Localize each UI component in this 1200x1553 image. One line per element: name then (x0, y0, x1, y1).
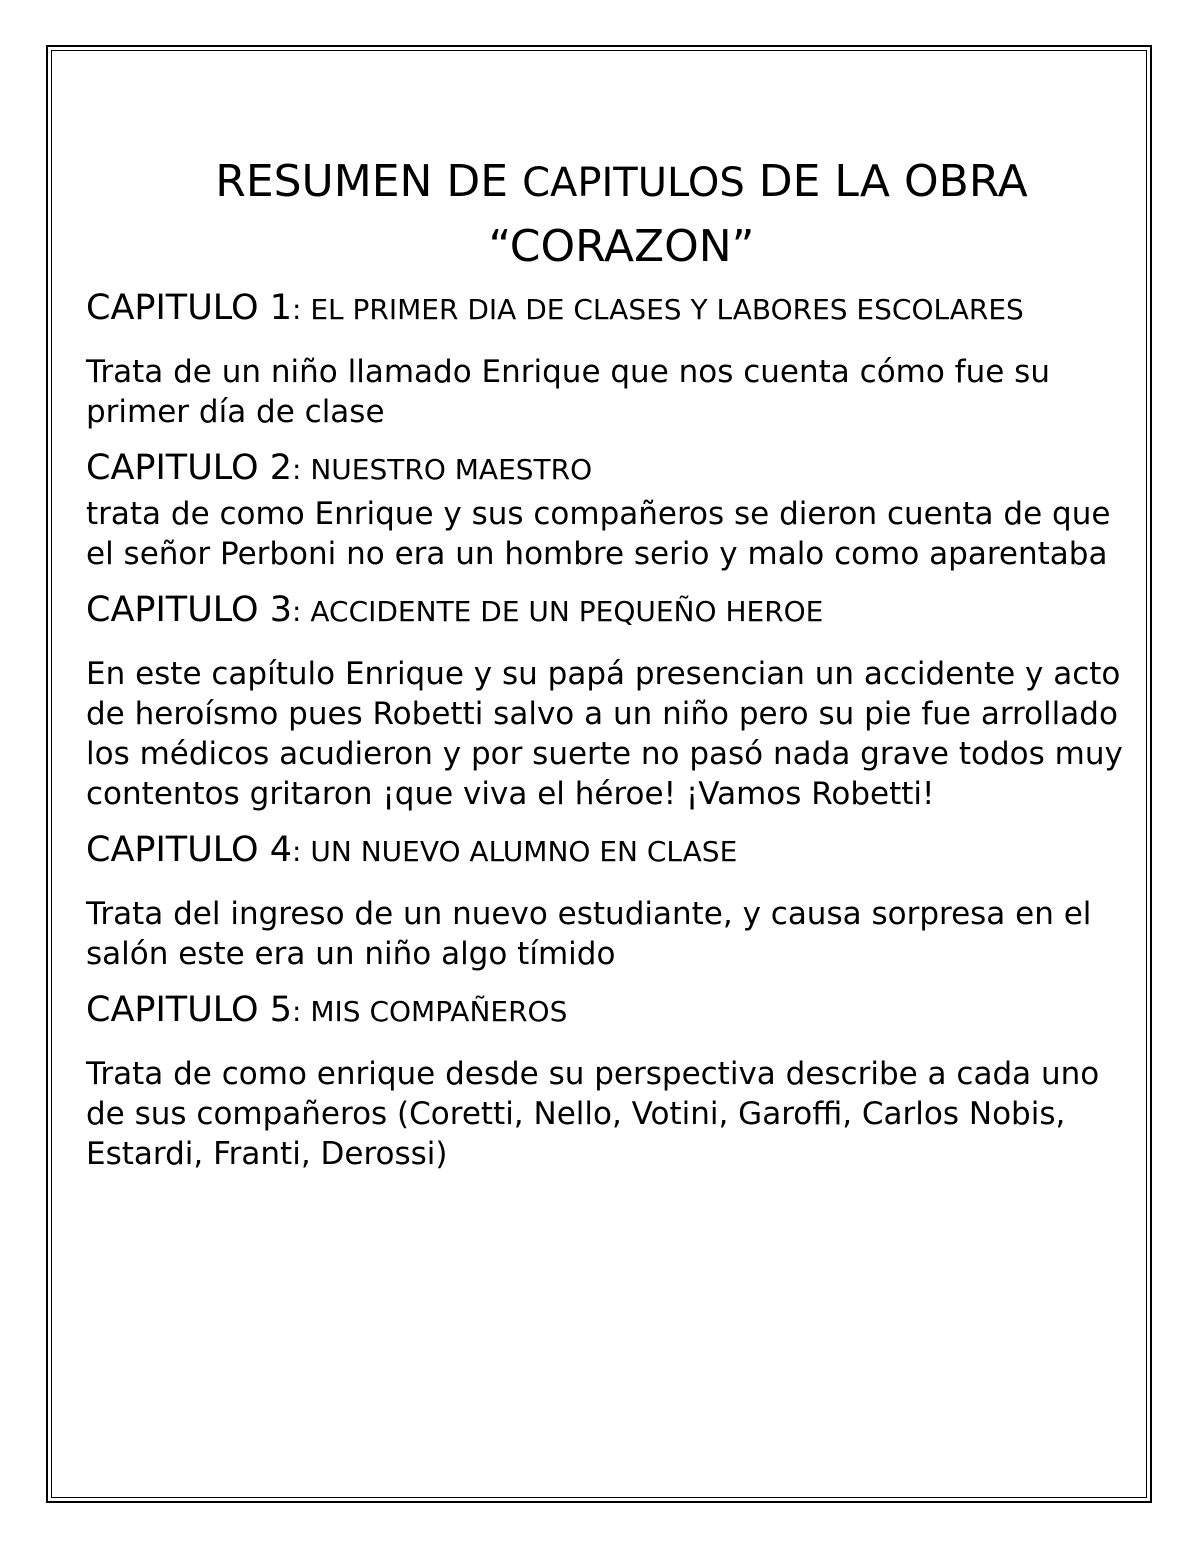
chapter-colon: : (292, 595, 302, 628)
chapter-colon: : (292, 995, 302, 1028)
chapter-heading (86, 990, 1131, 1036)
chapter-colon: : (292, 293, 302, 326)
chapter-4 (86, 830, 1131, 974)
chapter-heading (86, 590, 1131, 636)
chapter-label: CAPITULO 5 (86, 990, 293, 1030)
chapter-summary: trata de como Enrique y sus compañeros se dieron cuenta de que el señor Perboni no era un hombre serio y malo como aparentaba (86, 496, 1111, 572)
title-part-1: RESUMEN DE (215, 156, 523, 207)
chapter-1 (86, 288, 1131, 432)
chapter-title: ACCIDENTE DE UN PEQUEÑO HEROE (301, 595, 824, 628)
document-title (86, 150, 1131, 278)
chapter-3 (86, 590, 1131, 814)
chapter-label: CAPITULO 2 (86, 448, 293, 488)
chapter-title: MIS COMPAÑEROS (301, 995, 568, 1028)
chapter-summary: En este capítulo Enrique y su papá presencian un accidente y acto de heroísmo pues Robetti salvo a un niño pero su pie fue arrollado los médicos acudieron y por suerte no pasó nada grave todos muy contentos gritaron ¡que viva el héroe! ¡Vamos Robetti! (86, 656, 1123, 812)
chapter-2 (86, 448, 1131, 574)
document-content (86, 150, 1131, 1174)
chapter-heading (86, 448, 1131, 494)
chapter-heading (86, 288, 1131, 334)
chapter-heading (86, 830, 1131, 876)
chapter-summary: Trata del ingreso de un nuevo estudiante, y causa sorpresa en el salón este era un niño algo tímido (86, 896, 1092, 972)
chapter-colon: : (292, 835, 302, 868)
title-line-2: “CORAZON” (488, 221, 755, 272)
chapter-label: CAPITULO 3 (86, 590, 293, 630)
chapter-title: UN NUEVO ALUMNO EN CLASE (301, 835, 738, 868)
chapter-title: NUESTRO MAESTRO (301, 453, 593, 486)
chapter-summary: Trata de como enrique desde su perspectiva describe a cada uno de sus compañeros (Coretti, Nello, Votini, Garoffi, Carlos Nobis, Estardi, Franti, Derossi) (86, 1056, 1100, 1172)
title-part-3: DE LA OBRA (744, 156, 1028, 207)
chapter-title: EL PRIMER DIA DE CLASES Y LABORES ESCOLARES (301, 293, 1024, 326)
chapter-label: CAPITULO 4 (86, 830, 293, 870)
chapter-label: CAPITULO 1 (86, 288, 293, 328)
chapter-5 (86, 990, 1131, 1174)
title-part-2: CAPITULOS (522, 160, 745, 206)
chapter-colon: : (292, 453, 302, 486)
chapter-summary: Trata de un niño llamado Enrique que nos cuenta cómo fue su primer día de clase (86, 354, 1050, 430)
